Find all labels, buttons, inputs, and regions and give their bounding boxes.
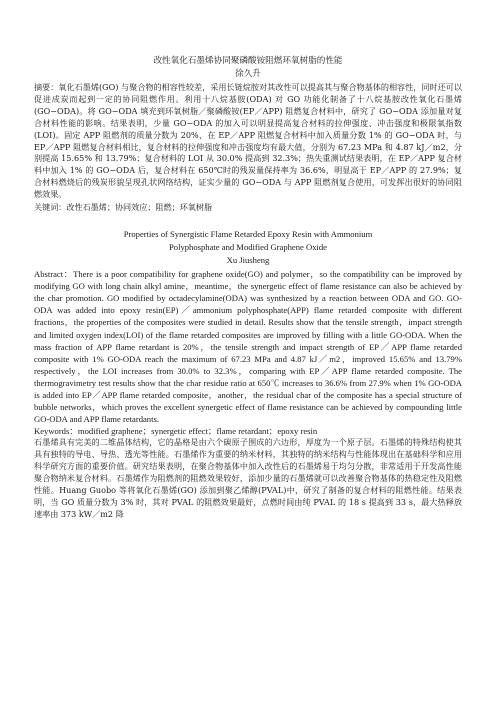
english-title-line-1: Properties of Synergistic Flame Retarded Epoxy Resin with Ammonium	[123, 229, 373, 240]
english-keywords: Keywords：modified graphene；synergetic effect；flame retardant；epoxy resin	[34, 426, 318, 437]
chinese-keywords: 关键词：改性石墨烯；协同效应；阻燃；环氧树脂	[34, 202, 213, 213]
chinese-author: 徐久升	[235, 69, 261, 79]
chinese-abstract: 摘要：氧化石墨烯(GO) 与聚合物的相容性较差，采用长链烷胺对其改性可以提高其与聚合物基体的相容性，同时还可以促进成炭而起到一定的协同阻燃作用。利用十八烷基胺(ODA) 对 GO 功能化制备了十八烷基胺改性氧化石墨烯(GO−ODA)。将 GO−ODA 填充到环氧树脂／聚磷酸铵(EP／APP) 阻燃复合材料中，研究了 GO−ODA 添加量对复合材料性能的影响。结果表明，少量 GO−ODA 的加入可以明显提高复合材料的拉伸强度、冲击强度和极限氧指数(LOI)。固定 APP 阻燃剂的质量分数为 20%，在 EP／APP 阻燃复合材料中加入质量分数 1% 的 GO−ODA 时，与 EP／APP 阻燃复合材料相比，复合材料的拉伸强度和冲击强度均有最大值，分别为 67.23 MPa 和 4.87 kJ／m2，分别提高 15.65% 和 13.79%；复合材料的 LOI 从 30.0% 提高到 32.3%；热失重测试结果表明，在 EP／APP 复合材料中加入 1% 的 GO−ODA 后，复合材料在 650℃时的残炭量保持率为 36.6%，明显高于 EP／APP 的 27.9%；复合材料燃烧后的残炭形貌呈现孔状网络结构，证实少量的 GO−ODA 与 APP 阻燃剂复合使用，可发挥出很好的协同阻燃效果。	[34, 82, 462, 200]
english-title-line-2: Polyphosphate and Modified Graphene Oxide	[169, 242, 327, 253]
english-author: Xu Jiusheng	[226, 255, 270, 266]
english-abstract: Abstract：There is a poor compatibility for graphene oxide(GO) and polymer，so the compatibility can be improved by modifying GO with long chain alkyl amine，meantime，the synergetic effect of flame resistance can also be achieved by the char promotion. GO modified by octadecylamine(ODA) was synthesized by a reaction between ODA and GO. GO-ODA was added into epoxy resin(EP)／ammonium polyphosphate(APP) flame retarded composite with different fractions，the properties of the composites were studied in detail. Results show that the tensile strength，impact strength and limited oxygen index(LOI) of the flame retarded composites are improved by filling with a little GO-ODA. When the mass fraction of APP flame retardant is 20%，the tensile strength and impact strength of EP／APP flame retarded composite with 1% GO-ODA reach the maximum of 67.23 MPa and 4.87 kJ／m2，improved 15.65% and 13.79% respectively，the LOI increases from 30.0% to 32.3%，comparing with EP／APP flame retarded composite. The thermogravimetry test results show that the char residue ratio at 650℃ increases to 36.6% from 27.9% when 1% GO-ODA is added into EP／APP flame retarded composite，another，the residual char of the composite has a special structure of bubble networks，which proves the excellent synergetic effect of flame resistance can be achieved by compounding little GO-ODA and APP flame retardants.	[34, 269, 462, 425]
chinese-title: 改性氧化石墨烯协同聚磷酸铵阻燃环氧树脂的性能	[153, 56, 343, 66]
body-paragraph: 石墨烯具有完美的二维晶体结构，它的晶格是由六个碳原子围成的六边形，厚度为一个原子层。石墨烯的特殊结构使其具有独特的导电、导热、透光等性能。石墨烯作为重要的纳米材料，其独特的纳米结构与性能体现出在基础科学和应用科学研究方面的重要价值。研究结果表明，在聚合物基体中加入改性后的石墨烯易于均匀分散，非常适用于开发高性能聚合物纳米复合材料。石墨烯作为阻燃剂的阻燃效果较好，添加少量的石墨烯就可以改善聚合物基体的热稳定性及阻燃性能。Huang Guobo 等将氧化石墨烯(GO) 添加到聚乙烯醇(PVAL)中，研究了制备的复合材料的阻燃性能。结果表明，当 GO 质量分数为 3% 时，其对 PVAL 的阻燃效果最好，点燃时间由纯 PVAL 的 18 s 提高到 33 s，最大热释放速率由 373 kW／m2 降	[34, 437, 462, 519]
